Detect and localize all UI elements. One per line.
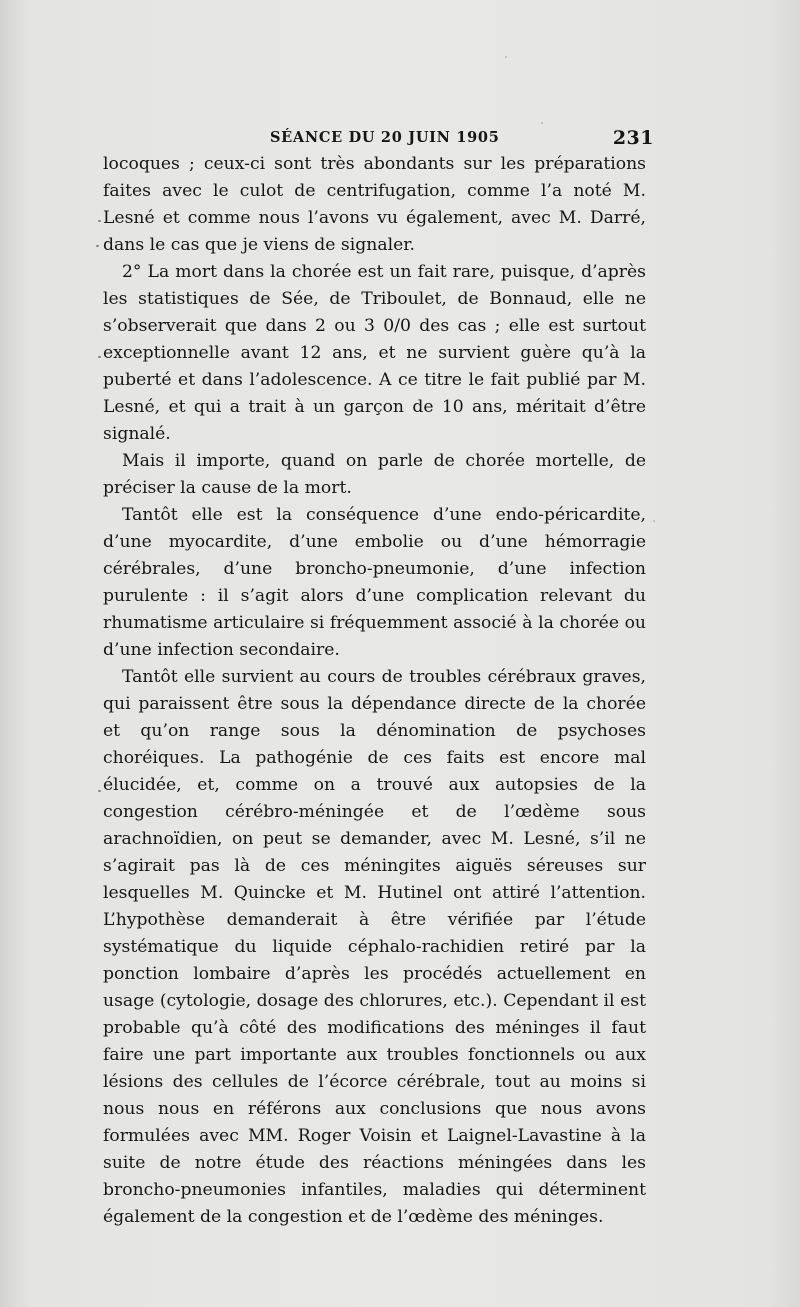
paragraph-cerebral-troubles: Tantôt elle survient au cours de troubles cérébraux graves, qui paraissent être sous la dépendance directe de la chorée et qu’on range sous la dénomination de psychoses choréiques. La pathogénie de ces faits est encore mal élucidée, et, comme on a trouvé aux autopsies de la congestion cérébro-méningée et de l’œdème sous arachnoïdien, on peut se demander, avec M. Lesné, s’il ne s’agirait pas là de ces méningites aiguës séreuses sur lesquelles M. Quincke et M. Hutinel ont attiré l’attention. L’hypothèse demanderait à être vérifiée par l’étude systématique du liquide céphalo-rachidien retiré par la ponction lombaire d’après les procédés actuellement en usage (cytologie, dosage des chlorures, etc.). Cependant il est probable qu’à côté des modifications des méninges il faut faire une part importante aux troubles fonctionnels ou aux lésions des cellules de l’écorce cérébrale, tout au moins si nous nous en référons aux conclusions que nous avons formulées avec MM. Roger Voisin et Laignel-Lavastine à la suite de notre étude des réactions méningées dans les broncho-pneumonies infantiles, maladies qui déterminent également de la congestion et de l’œdème des méninges. [103,667,646,1227]
scan-dust [505,56,507,58]
paragraph-chorea-mortality: 2° La mort dans la chorée est un fait rare, puisque, d’après les statistiques de Sée, de Triboulet, de Bonnaud, elle ne s’observerait que dans 2 ou 3 0/0 des cas ; elle est surtout exceptionnelle avant 12 ans, et ne survient guère qu’à la puberté et dans l’adolescence. A ce titre le fait publié par M. Lesné, et qui a trait à un garçon de 10 ans, méritait d’être signalé. [103,262,646,444]
page-body-text [103,151,646,1231]
margin-speck [98,790,101,792]
paragraph-continuation: locoques ; ceux-ci sont très abondants sur les préparations faites avec le culot de centrifugation, comme l’a noté M. Lesné et comme nous l’avons vu également, avec M. Darré, dans le cas que je viens de signaler. [103,154,646,255]
page-header [270,129,654,153]
page-number: 231 [612,127,654,149]
running-title: SÉANCE DU 20 JUIN 1905 [270,129,500,146]
scan-dust [653,520,655,522]
paragraph-cause-of-death: Mais il importe, quand on parle de chorée mortelle, de préciser la cause de la mort. [103,451,646,498]
margin-speck [96,245,99,247]
paragraph-complications: Tantôt elle est la conséquence d’une endo-péricardite, d’une myocardite, d’une embolie ou d’une hémorragie cérébrales, d’une broncho-pneumonie, d’une infection purulente : il s’agit alors d’une complication relevant du rhumatisme articulaire si fréquemment associé à la chorée ou d’une infection secondaire. [103,505,646,660]
margin-speck [98,220,101,222]
margin-speck [98,356,101,358]
scan-dust [541,122,543,124]
